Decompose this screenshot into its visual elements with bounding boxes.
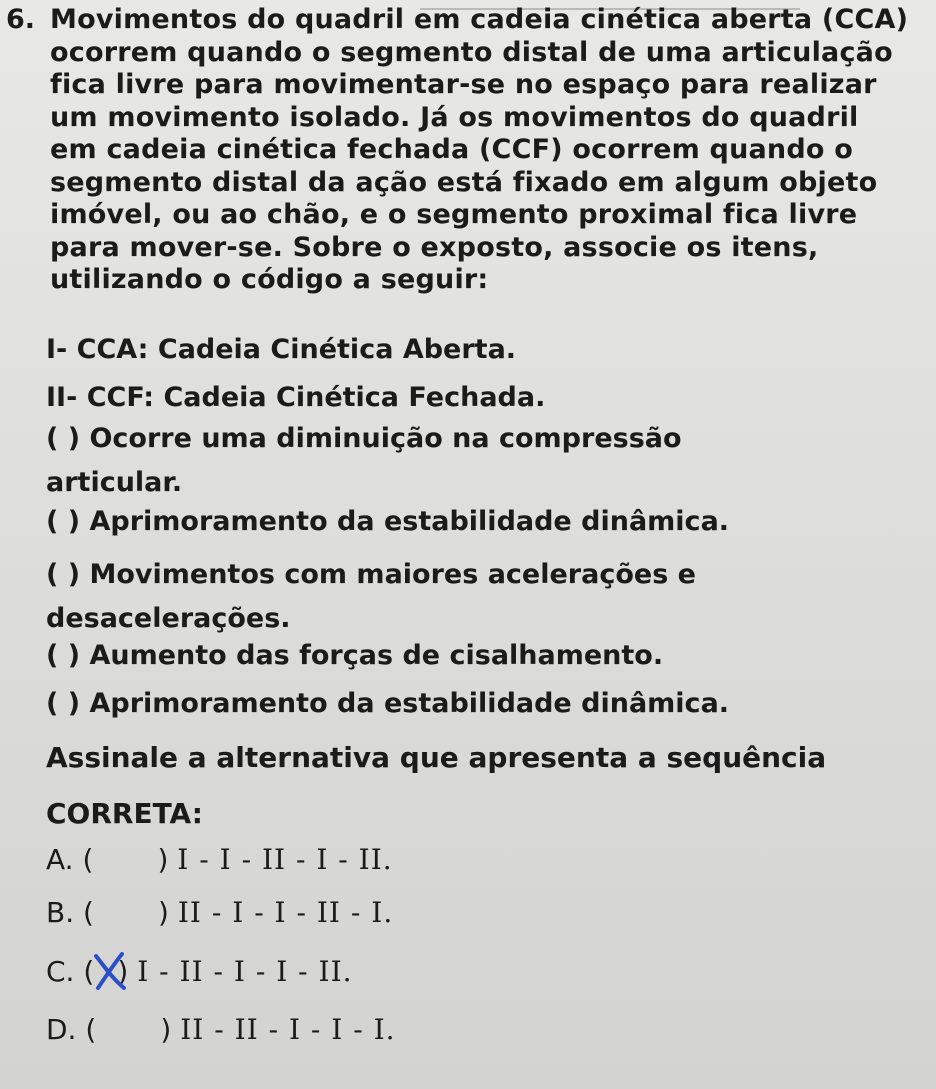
question-statement-text: Movimentos do quadril em cadeia cinética aberta (CCA) ocorrem quando o segmento distal de uma articulação fica livre para movimentar-se no espaço para realizar um movimento isolado. Já os movimentos do quadril em cadeia cinética fechada (CCF) ocorrem quando o segmento distal da ação está fixado em algum objeto imóvel, ou ao chão, e o segmento proximal fica livre para mover-se. Sobre o exposto, associe os itens, utilizando o código a seguir: [50,4,909,295]
option-d-close: ) [160,1013,172,1046]
option-d-sequence: II - II - I - I - I. [180,1013,396,1046]
option-c-letter: C. ( [46,955,95,988]
option-b-letter: B. ( [46,896,94,929]
code-cca: I- CCA: Cadeia Cinética Aberta. [46,334,517,365]
option-b-close: ) [158,896,169,929]
option-d-letter: D. ( [46,1013,97,1046]
item-2: ( ) Aprimoramento da estabilidade dinâmica. [46,506,730,537]
option-b-sequence: II - I - I - II - I. [177,896,394,929]
item-5: ( ) Aprimoramento da estabilidade dinâmica. [46,688,730,719]
item-4: ( ) Aumento das forças de cisalhamento. [46,640,664,671]
option-b[interactable] [46,896,393,929]
item-3: ( ) Movimentos com maiores acelerações e desacelerações. [46,559,696,634]
option-a-letter: A. ( [46,843,94,876]
question-number: 6. [6,4,36,35]
instruction: Assinale a alternativa que apresenta a sequência CORRETA: [46,741,827,830]
option-d[interactable] [46,1013,396,1046]
option-a-sequence: I - I - II - I - II. [177,843,393,876]
item-1: ( ) Ocorre uma diminuição na compressão articular. [46,423,682,498]
option-c-close: ) [117,955,129,988]
selected-check-mark-icon [86,948,132,994]
question-statement [50,4,910,297]
code-ccf: II- CCF: Cadeia Cinética Fechada. [46,382,546,413]
option-a-close: ) [157,843,169,876]
option-c-sequence: I - II - I - I - II. [137,955,353,988]
option-a[interactable] [46,843,393,876]
